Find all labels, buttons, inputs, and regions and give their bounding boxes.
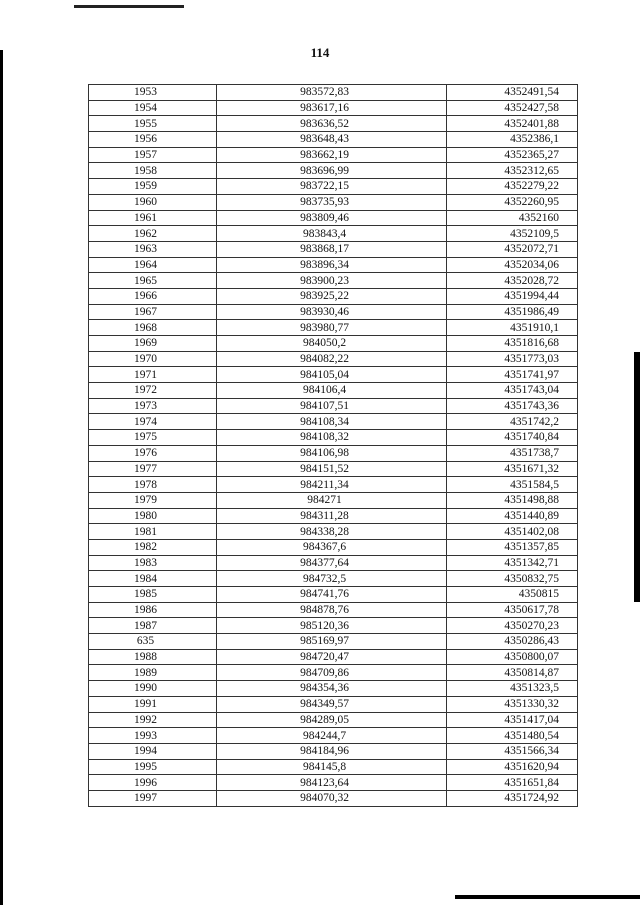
x-coordinate-cell: 984106,4 xyxy=(217,383,447,399)
y-coordinate-cell: 4350832,75 xyxy=(447,571,578,587)
x-coordinate-cell: 983572,83 xyxy=(217,85,447,101)
y-coordinate-cell: 4352401,88 xyxy=(447,116,578,132)
y-coordinate-cell: 4351584,5 xyxy=(447,477,578,493)
point-number-cell: 1996 xyxy=(89,775,217,791)
table-row xyxy=(89,241,578,257)
table-row xyxy=(89,85,578,101)
table-row xyxy=(89,100,578,116)
x-coordinate-cell: 984107,51 xyxy=(217,398,447,414)
point-number-cell: 1975 xyxy=(89,430,217,446)
x-coordinate-cell: 984108,32 xyxy=(217,430,447,446)
x-coordinate-cell: 984082,22 xyxy=(217,351,447,367)
x-coordinate-cell: 983809,46 xyxy=(217,210,447,226)
point-number-cell: 1964 xyxy=(89,257,217,273)
point-number-cell: 1969 xyxy=(89,336,217,352)
point-number-cell: 1980 xyxy=(89,508,217,524)
x-coordinate-cell: 983868,17 xyxy=(217,241,447,257)
point-number-cell: 1994 xyxy=(89,743,217,759)
table-row xyxy=(89,665,578,681)
x-coordinate-cell: 983980,77 xyxy=(217,320,447,336)
table-row xyxy=(89,210,578,226)
x-coordinate-cell: 984050,2 xyxy=(217,336,447,352)
y-coordinate-cell: 4351741,97 xyxy=(447,367,578,383)
table-row xyxy=(89,132,578,148)
table-row xyxy=(89,634,578,650)
point-number-cell: 1979 xyxy=(89,492,217,508)
y-coordinate-cell: 4351417,04 xyxy=(447,712,578,728)
point-number-cell: 1990 xyxy=(89,681,217,697)
y-coordinate-cell: 4351986,49 xyxy=(447,304,578,320)
x-coordinate-cell: 984338,28 xyxy=(217,524,447,540)
table-row xyxy=(89,649,578,665)
x-coordinate-cell: 984145,8 xyxy=(217,759,447,775)
point-number-cell: 1965 xyxy=(89,273,217,289)
x-coordinate-cell: 983925,22 xyxy=(217,288,447,304)
table-row xyxy=(89,414,578,430)
y-coordinate-cell: 4351566,34 xyxy=(447,743,578,759)
table-row xyxy=(89,728,578,744)
table-row xyxy=(89,430,578,446)
point-number-cell: 1957 xyxy=(89,147,217,163)
point-number-cell: 1966 xyxy=(89,288,217,304)
x-coordinate-cell: 983722,15 xyxy=(217,179,447,195)
point-number-cell: 1976 xyxy=(89,445,217,461)
table-row xyxy=(89,351,578,367)
y-coordinate-cell: 4351480,54 xyxy=(447,728,578,744)
y-coordinate-cell: 4351740,84 xyxy=(447,430,578,446)
point-number-cell: 1983 xyxy=(89,555,217,571)
point-number-cell: 1987 xyxy=(89,618,217,634)
point-number-cell: 1971 xyxy=(89,367,217,383)
x-coordinate-cell: 984709,86 xyxy=(217,665,447,681)
coordinates-table xyxy=(88,84,578,807)
x-coordinate-cell: 983636,52 xyxy=(217,116,447,132)
x-coordinate-cell: 984311,28 xyxy=(217,508,447,524)
y-coordinate-cell: 4351742,2 xyxy=(447,414,578,430)
table-row xyxy=(89,743,578,759)
y-coordinate-cell: 4351402,08 xyxy=(447,524,578,540)
table-row xyxy=(89,618,578,634)
y-coordinate-cell: 4350814,87 xyxy=(447,665,578,681)
x-coordinate-cell: 984354,36 xyxy=(217,681,447,697)
point-number-cell: 1967 xyxy=(89,304,217,320)
table-row xyxy=(89,116,578,132)
table-row xyxy=(89,304,578,320)
x-coordinate-cell: 983648,43 xyxy=(217,132,447,148)
y-coordinate-cell: 4351651,84 xyxy=(447,775,578,791)
x-coordinate-cell: 985120,36 xyxy=(217,618,447,634)
table-row xyxy=(89,273,578,289)
y-coordinate-cell: 4351330,32 xyxy=(447,696,578,712)
y-coordinate-cell: 4350815 xyxy=(447,587,578,603)
y-coordinate-cell: 4352034,06 xyxy=(447,257,578,273)
point-number-cell: 635 xyxy=(89,634,217,650)
table-row xyxy=(89,179,578,195)
point-number-cell: 1982 xyxy=(89,539,217,555)
table-row xyxy=(89,147,578,163)
y-coordinate-cell: 4352109,5 xyxy=(447,226,578,242)
point-number-cell: 1955 xyxy=(89,116,217,132)
x-coordinate-cell: 984105,04 xyxy=(217,367,447,383)
table-row xyxy=(89,539,578,555)
point-number-cell: 1981 xyxy=(89,524,217,540)
y-coordinate-cell: 4351671,32 xyxy=(447,461,578,477)
point-number-cell: 1958 xyxy=(89,163,217,179)
x-coordinate-cell: 984377,64 xyxy=(217,555,447,571)
x-coordinate-cell: 984184,96 xyxy=(217,743,447,759)
point-number-cell: 1988 xyxy=(89,649,217,665)
point-number-cell: 1991 xyxy=(89,696,217,712)
scan-edge-left xyxy=(0,50,3,905)
y-coordinate-cell: 4351620,94 xyxy=(447,759,578,775)
y-coordinate-cell: 4350800,07 xyxy=(447,649,578,665)
x-coordinate-cell: 984289,05 xyxy=(217,712,447,728)
point-number-cell: 1962 xyxy=(89,226,217,242)
table-row xyxy=(89,587,578,603)
y-coordinate-cell: 4351910,1 xyxy=(447,320,578,336)
x-coordinate-cell: 983696,99 xyxy=(217,163,447,179)
y-coordinate-cell: 4352365,27 xyxy=(447,147,578,163)
y-coordinate-cell: 4351342,71 xyxy=(447,555,578,571)
x-coordinate-cell: 984123,64 xyxy=(217,775,447,791)
table-row xyxy=(89,383,578,399)
point-number-cell: 1978 xyxy=(89,477,217,493)
y-coordinate-cell: 4351743,36 xyxy=(447,398,578,414)
point-number-cell: 1963 xyxy=(89,241,217,257)
y-coordinate-cell: 4352260,95 xyxy=(447,194,578,210)
table-row xyxy=(89,163,578,179)
point-number-cell: 1985 xyxy=(89,587,217,603)
y-coordinate-cell: 4352279,22 xyxy=(447,179,578,195)
y-coordinate-cell: 4352028,72 xyxy=(447,273,578,289)
y-coordinate-cell: 4350270,23 xyxy=(447,618,578,634)
y-coordinate-cell: 4351724,92 xyxy=(447,790,578,806)
y-coordinate-cell: 4351323,5 xyxy=(447,681,578,697)
y-coordinate-cell: 4352072,71 xyxy=(447,241,578,257)
x-coordinate-cell: 984151,52 xyxy=(217,461,447,477)
point-number-cell: 1953 xyxy=(89,85,217,101)
table-row xyxy=(89,775,578,791)
y-coordinate-cell: 4352160 xyxy=(447,210,578,226)
table-row xyxy=(89,288,578,304)
y-coordinate-cell: 4350286,43 xyxy=(447,634,578,650)
x-coordinate-cell: 983900,23 xyxy=(217,273,447,289)
table-row xyxy=(89,492,578,508)
y-coordinate-cell: 4351498,88 xyxy=(447,492,578,508)
point-number-cell: 1954 xyxy=(89,100,217,116)
y-coordinate-cell: 4351816,68 xyxy=(447,336,578,352)
point-number-cell: 1986 xyxy=(89,602,217,618)
table-row xyxy=(89,477,578,493)
page-number: 114 xyxy=(310,45,330,60)
point-number-cell: 1974 xyxy=(89,414,217,430)
y-coordinate-cell: 4352491,54 xyxy=(447,85,578,101)
table-row xyxy=(89,461,578,477)
point-number-cell: 1973 xyxy=(89,398,217,414)
point-number-cell: 1968 xyxy=(89,320,217,336)
point-number-cell: 1993 xyxy=(89,728,217,744)
table-row xyxy=(89,524,578,540)
table-row xyxy=(89,226,578,242)
table-row xyxy=(89,712,578,728)
x-coordinate-cell: 984878,76 xyxy=(217,602,447,618)
x-coordinate-cell: 984108,34 xyxy=(217,414,447,430)
point-number-cell: 1995 xyxy=(89,759,217,775)
x-coordinate-cell: 983662,19 xyxy=(217,147,447,163)
x-coordinate-cell: 984367,6 xyxy=(217,539,447,555)
point-number-cell: 1961 xyxy=(89,210,217,226)
table-row xyxy=(89,602,578,618)
x-coordinate-cell: 984106,98 xyxy=(217,445,447,461)
scan-edge-right xyxy=(634,352,640,602)
table-row xyxy=(89,194,578,210)
table-row xyxy=(89,257,578,273)
table-body xyxy=(89,85,578,807)
x-coordinate-cell: 983735,93 xyxy=(217,194,447,210)
table-row xyxy=(89,445,578,461)
x-coordinate-cell: 984732,5 xyxy=(217,571,447,587)
table-row xyxy=(89,508,578,524)
table-row xyxy=(89,555,578,571)
y-coordinate-cell: 4351738,7 xyxy=(447,445,578,461)
point-number-cell: 1977 xyxy=(89,461,217,477)
y-coordinate-cell: 4352427,58 xyxy=(447,100,578,116)
x-coordinate-cell: 984070,32 xyxy=(217,790,447,806)
point-number-cell: 1989 xyxy=(89,665,217,681)
x-coordinate-cell: 983930,46 xyxy=(217,304,447,320)
bottom-rule xyxy=(455,895,640,899)
x-coordinate-cell: 983843,4 xyxy=(217,226,447,242)
x-coordinate-cell: 983896,34 xyxy=(217,257,447,273)
y-coordinate-cell: 4350617,78 xyxy=(447,602,578,618)
y-coordinate-cell: 4352386,1 xyxy=(447,132,578,148)
x-coordinate-cell: 984211,34 xyxy=(217,477,447,493)
y-coordinate-cell: 4351773,03 xyxy=(447,351,578,367)
y-coordinate-cell: 4351357,85 xyxy=(447,539,578,555)
table-row xyxy=(89,571,578,587)
table-row xyxy=(89,336,578,352)
table-row xyxy=(89,790,578,806)
point-number-cell: 1992 xyxy=(89,712,217,728)
x-coordinate-cell: 984349,57 xyxy=(217,696,447,712)
x-coordinate-cell: 983617,16 xyxy=(217,100,447,116)
point-number-cell: 1970 xyxy=(89,351,217,367)
point-number-cell: 1960 xyxy=(89,194,217,210)
top-rule xyxy=(74,5,184,8)
table-row xyxy=(89,681,578,697)
x-coordinate-cell: 984720,47 xyxy=(217,649,447,665)
point-number-cell: 1997 xyxy=(89,790,217,806)
table-row xyxy=(89,320,578,336)
x-coordinate-cell: 984271 xyxy=(217,492,447,508)
y-coordinate-cell: 4351743,04 xyxy=(447,383,578,399)
y-coordinate-cell: 4352312,65 xyxy=(447,163,578,179)
y-coordinate-cell: 4351994,44 xyxy=(447,288,578,304)
y-coordinate-cell: 4351440,89 xyxy=(447,508,578,524)
x-coordinate-cell: 984741,76 xyxy=(217,587,447,603)
table-row xyxy=(89,367,578,383)
table-row xyxy=(89,398,578,414)
table-row xyxy=(89,696,578,712)
point-number-cell: 1984 xyxy=(89,571,217,587)
point-number-cell: 1956 xyxy=(89,132,217,148)
point-number-cell: 1959 xyxy=(89,179,217,195)
x-coordinate-cell: 985169,97 xyxy=(217,634,447,650)
table-row xyxy=(89,759,578,775)
point-number-cell: 1972 xyxy=(89,383,217,399)
x-coordinate-cell: 984244,7 xyxy=(217,728,447,744)
